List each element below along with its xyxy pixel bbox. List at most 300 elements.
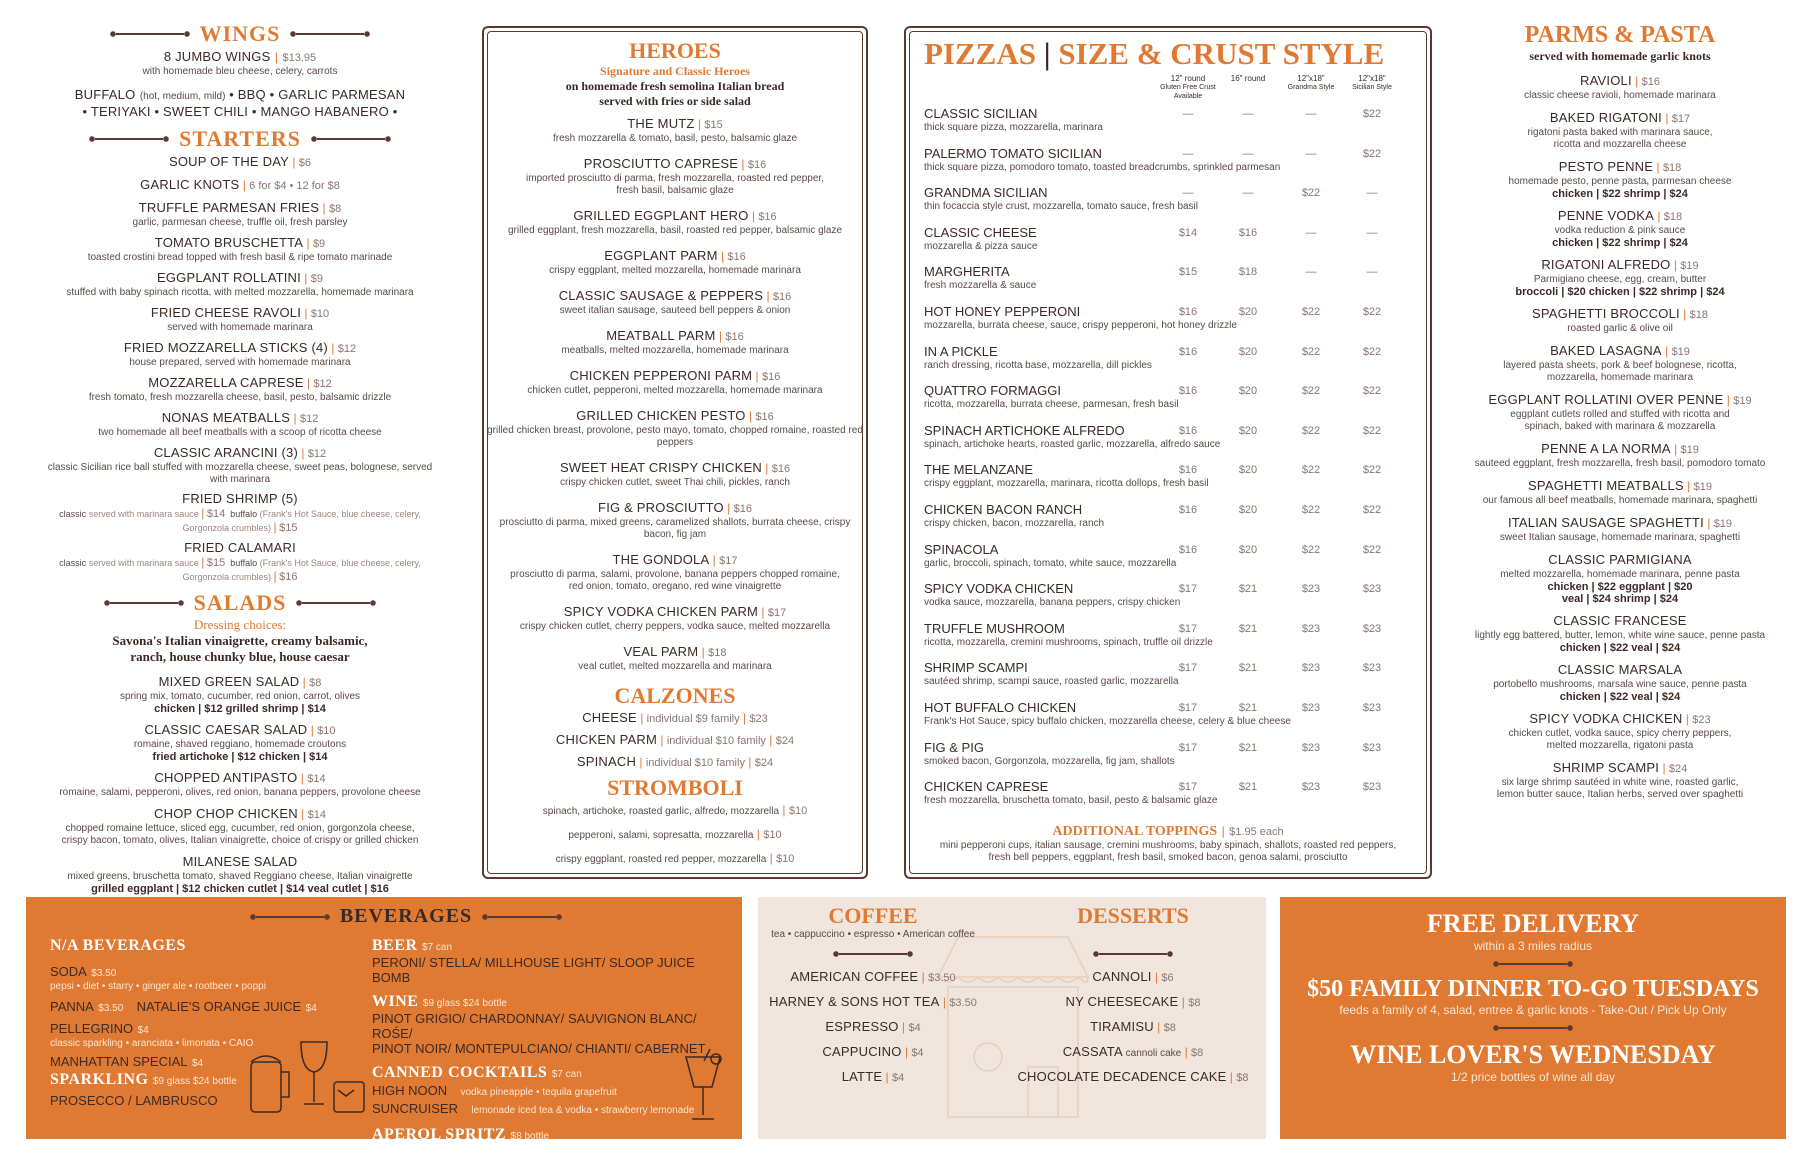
calzone-individual: individual $9	[646, 713, 711, 725]
dessert-price: $8	[1236, 1072, 1249, 1084]
hero-sep: |	[745, 409, 756, 423]
pasta-desc: portobello mushrooms, marsala wine sauce, penne pasta	[1493, 679, 1747, 690]
stromboli-price: $10	[776, 853, 795, 865]
coffee-sub: tea • cappuccino • espresso • American coffee	[771, 929, 975, 940]
desserts-list	[1008, 968, 1258, 1086]
salad-sep: |	[297, 771, 308, 785]
starter-name: FRIED CHEESE RAVOLI	[150, 305, 302, 320]
starter-line	[40, 374, 440, 392]
pizza-price: $17	[1178, 622, 1198, 635]
ornament-icon	[290, 31, 370, 37]
wings-flavors: • BBQ • GARLIC PARMESAN	[225, 87, 406, 102]
high-noon: HIGH NOON	[372, 1083, 448, 1098]
hero-item	[484, 459, 866, 489]
pasta-name: BAKED LASAGNA	[1550, 343, 1662, 358]
pasta-line	[1452, 477, 1788, 495]
soda-price: $3.50	[91, 968, 117, 979]
salads-title: SALADS	[193, 590, 287, 615]
dessert-sep: |	[1178, 995, 1189, 1009]
calzone-name: CHICKEN PARM	[555, 732, 658, 747]
pizza-size-header	[1332, 74, 1412, 92]
calamari-a: classic	[59, 558, 87, 568]
hero-item	[484, 207, 866, 237]
pizza-item	[906, 185, 1430, 219]
pizza-price: $14	[1178, 226, 1198, 239]
hero-sep: |	[694, 117, 705, 131]
pellegrino-price: $4	[137, 1025, 149, 1036]
hero-price: $16	[758, 211, 777, 223]
pizza-desc: fresh mozzarella, bruschetta tomato, basil, pesto & balsamic glaze	[924, 795, 1218, 807]
pizza-desc: crispy chicken, bacon, mozzarella, ranch	[924, 518, 1105, 529]
parms-sub: served with homemade garlic knots	[1529, 49, 1711, 63]
pizza-desc: smoked bacon, Gorgonzola, mozzarella, fig jam, shallots	[924, 755, 1175, 767]
stromboli-sep: |	[766, 851, 777, 865]
wings-name: 8 JUMBO WINGS	[163, 49, 271, 64]
pizza-price: $21	[1238, 781, 1258, 794]
salad-name: CHOP CHOP CHICKEN	[154, 806, 298, 821]
pizza-desc: garlic, broccoli, spinach, tomato, white sauce, mozzarella	[924, 557, 1177, 569]
hero-name: THE MUTZ	[627, 116, 695, 131]
pasta-item	[1452, 477, 1788, 507]
pizza-price: $22	[1362, 147, 1382, 160]
hero-line	[484, 327, 866, 345]
pizza-desc: mozzarella & pizza sauce	[924, 240, 1038, 252]
coffee-price: $3.50	[949, 997, 977, 1009]
pizzas-title-2: SIZE & CRUST STYLE	[1058, 36, 1385, 71]
hero-name: SWEET HEAT CRISPY CHICKEN	[559, 460, 762, 475]
pizzas-heading: PIZZAS | SIZE & CRUST STYLE	[924, 36, 1385, 71]
dessert-note: cannoli cake	[1122, 1048, 1182, 1059]
coffee-price: $3.50	[928, 972, 956, 984]
natalie: NATALIE'S ORANGE JUICE	[136, 999, 302, 1014]
stromboli-item	[484, 849, 866, 867]
pizza-price: $22	[1301, 464, 1321, 477]
pizzas-box	[904, 26, 1432, 879]
heroes-sub: Signature and Classic Heroes	[600, 64, 750, 78]
pasta-price: $19	[1671, 346, 1690, 358]
coffee-name: LATTE	[841, 1069, 883, 1084]
hero-line	[484, 115, 866, 133]
hero-line	[484, 499, 866, 517]
calamari-bp: $16	[279, 571, 298, 583]
starter-sep: |	[327, 341, 338, 355]
hero-name: PROSCIUTTO CAPRESE	[583, 156, 739, 171]
starter-item	[40, 304, 440, 334]
calzone-family: family	[710, 713, 740, 725]
hero-desc: crispy eggplant, melted mozzarella, homemade marinara	[549, 265, 801, 276]
hero-desc: veal cutlet, melted mozzarella and marinara	[578, 661, 772, 672]
coffee	[758, 903, 988, 1093]
hero-item	[484, 155, 866, 197]
hero-name: GRILLED CHICKEN PESTO	[576, 408, 746, 423]
pizza-desc: thin focaccia style crust, mozzarella, tomato sauce, fresh basil	[924, 201, 1199, 213]
pizza-price: $22	[1301, 345, 1321, 358]
pizza-price: —	[1242, 147, 1254, 160]
starter-name: NONAS MEATBALLS	[161, 410, 291, 425]
beer: BEER	[372, 937, 418, 954]
pasta-desc: our famous all beef meatballs, homemade marinara, spaghetti	[1482, 495, 1758, 506]
pizza-price: $22	[1301, 385, 1321, 398]
pasta-item	[1452, 391, 1788, 433]
coffee-item	[758, 968, 988, 986]
family-dinner: $50 FAMILY DINNER TO-GO TUESDAYS	[1307, 976, 1759, 1002]
starter-item	[40, 269, 440, 299]
dessert-price: $6	[1161, 972, 1174, 984]
soda: SODA	[50, 964, 87, 979]
salads-list	[40, 673, 440, 895]
size-label: 12"x18"	[1297, 74, 1325, 83]
size-label: 12"x18"	[1358, 74, 1386, 83]
pizza-item	[906, 106, 1430, 140]
salad-line	[40, 721, 440, 739]
pizza-item	[906, 344, 1430, 378]
hero-price: $16	[727, 251, 746, 263]
column-left	[40, 20, 440, 901]
panna: PANNA	[50, 999, 94, 1014]
beverages-heading	[206, 905, 606, 928]
pellegrino: PELLEGRINO	[50, 1021, 134, 1036]
salad-line	[40, 853, 440, 871]
pizza-price: $16	[1178, 424, 1198, 437]
salad-price: $14	[307, 809, 326, 821]
hero-sep: |	[709, 553, 720, 567]
hero-name: EGGPLANT PARM	[604, 248, 718, 263]
calzone-family-price: $24	[754, 757, 774, 769]
dessert-item	[1008, 968, 1258, 986]
pasta-item	[1452, 305, 1788, 335]
pasta-price: $18	[1662, 162, 1682, 174]
pizza-price: $21	[1238, 622, 1258, 635]
starter-name: MOZZARELLA CAPRESE	[148, 375, 304, 390]
pizzas-title: PIZZAS	[924, 36, 1036, 71]
hero-sep: |	[758, 605, 768, 619]
pasta-line	[1452, 710, 1788, 728]
salad-price: $8	[309, 677, 322, 689]
soda-desc: pepsi • diet • starry • ginger ale • rootbeer • poppi	[50, 981, 266, 992]
starter-item	[40, 339, 440, 369]
pizza-price: $16	[1238, 226, 1258, 239]
calzone-sep: |	[765, 733, 776, 747]
coffee-item	[758, 1043, 988, 1061]
hero-line	[484, 155, 866, 173]
stromboli-price: $10	[763, 829, 782, 841]
stromboli-price: $10	[788, 805, 808, 817]
starter-sep: |	[300, 271, 311, 285]
pasta-desc-2: spinach, baked with marinara & mozzarella	[1524, 421, 1716, 432]
salad-price: $10	[317, 725, 336, 737]
aperol: APEROL SPRITZ	[372, 1126, 507, 1143]
pizza-item	[906, 264, 1430, 298]
salad-name: MIXED GREEN SALAD	[158, 674, 300, 689]
pizza-price: —	[1305, 266, 1317, 279]
pasta-name: SPAGHETTI MEATBALLS	[1528, 478, 1684, 493]
pasta-desc: sweet Italian sausage, homemade marinara, spaghetti	[1499, 532, 1741, 543]
wings-desc: with homemade bleu cheese, celery, carrots	[142, 66, 338, 77]
pasta-options: chicken | $22 shrimp | $24	[1552, 237, 1688, 249]
pasta-price: $16	[1641, 76, 1660, 88]
hero-sep: |	[723, 501, 734, 515]
salad-item	[40, 805, 440, 847]
hero-name: GRILLED EGGPLANT HERO	[573, 208, 749, 223]
pasta-line	[1452, 305, 1788, 323]
wings-flavors-2: • TERIYAKI • SWEET CHILI • MANGO HABANERO •	[82, 104, 398, 119]
na-title: N/A BEVERAGES	[50, 937, 186, 954]
salad-options: fried artichoke | $12 chicken | $14	[152, 751, 328, 763]
hero-desc: crispy chicken cutlet, sweet Thai chili, pickles, ranch	[560, 477, 790, 488]
calzone-family-price: $24	[775, 735, 795, 747]
wings-heading	[40, 20, 440, 48]
manhattan: MANHATTAN SPECIAL	[50, 1054, 188, 1069]
starter-price: $9	[312, 238, 326, 250]
pizza-price: $16	[1178, 504, 1198, 516]
starter-line	[40, 409, 440, 427]
wings-item: 8 JUMBO WINGS | $13.95 with homemade bleu cheese, celery, carrots BUFFALO (hot, medium, mild) • BBQ • GARLIC PARMESAN • TERIYAKI • SWEET CHILI • MANGO HABANERO •	[40, 48, 440, 119]
hero-sep: |	[715, 329, 726, 343]
pizza-price: $16	[1178, 464, 1198, 477]
pizza-price: $23	[1362, 781, 1382, 794]
pizza-price: $20	[1238, 306, 1258, 318]
starter-line	[40, 199, 440, 217]
dressing-label: Dressing choices:	[193, 617, 287, 632]
pizza-desc: mozzarella, burrata cheese, sauce, crispy pepperoni, hot honey drizzle	[924, 320, 1237, 331]
calzone-item	[484, 731, 866, 749]
pizza-price: $20	[1238, 345, 1258, 358]
pasta-price: $19	[1680, 444, 1699, 456]
dessert-sep: |	[1181, 1045, 1192, 1059]
coffee-name: CAPPUCINO	[822, 1044, 902, 1059]
pasta-desc: eggplant cutlets rolled and stuffed with ricotta and	[1510, 409, 1730, 420]
parms-column	[1452, 22, 1788, 808]
pizza-price: —	[1182, 108, 1194, 120]
hero-name: MEATBALL PARM	[606, 328, 716, 343]
hero-price: $16	[762, 371, 781, 383]
coffee-sep: |	[918, 970, 929, 984]
parms-title: PARMS & PASTA	[1524, 22, 1716, 48]
coffee-name: ESPRESSO	[825, 1019, 899, 1034]
pizza-item	[906, 660, 1430, 694]
dessert-sep: |	[1151, 970, 1162, 984]
hero-sep: |	[752, 369, 763, 383]
beverages-panel	[26, 897, 742, 1143]
pizza-price: $21	[1238, 702, 1258, 714]
wine-wednesday: WINE LOVER'S WEDNESDAY	[1350, 1040, 1716, 1069]
wine: WINE	[372, 993, 419, 1010]
pasta-item	[1452, 514, 1788, 544]
starters-title: STARTERS	[179, 126, 301, 151]
size-label: 12" round	[1170, 74, 1206, 83]
pasta-line	[1452, 109, 1788, 127]
calzone-individual: individual $10	[645, 757, 717, 769]
hero-line	[484, 207, 866, 225]
pizza-price: $23	[1301, 622, 1321, 635]
pizza-name: HOT HONEY PEPPERONI	[924, 304, 1081, 319]
pasta-desc: roasted garlic & olive oil	[1567, 323, 1673, 334]
heroes-column	[484, 38, 866, 873]
starter-desc: served with homemade marinara	[167, 322, 313, 333]
pasta-name: CLASSIC PARMIGIANA	[1548, 552, 1692, 567]
toppings-1: mini pepperoni cups, italian sausage, cremini mushrooms, baby spinach, shallots, roasted red peppers,	[939, 840, 1397, 851]
pasta-item	[1452, 710, 1788, 752]
salad-sep: |	[297, 807, 308, 821]
wine-list-2: PINOT NOIR/ MONTEPULCIANO/ CHIANTI/ CABERNET	[372, 1041, 706, 1056]
pizza-price: $17	[1178, 702, 1198, 714]
dessert-name: CANNOLI	[1092, 969, 1152, 984]
drinks-illustration-icon	[246, 1032, 376, 1122]
calzone-family-price: $23	[749, 713, 768, 725]
pizza-price: $17	[1178, 662, 1198, 675]
salad-item	[40, 769, 440, 799]
pasta-name: RIGATONI ALFREDO	[1541, 257, 1671, 272]
pizza-price: —	[1305, 147, 1317, 160]
pasta-price: $19	[1733, 395, 1752, 407]
pasta-item	[1452, 759, 1788, 801]
pizza-desc: thick square pizza, pomodoro tomato, toasted breadcrumbs, sprinkled parmesan	[924, 161, 1281, 173]
pizza-name: SPINACH ARTICHOKE ALFREDO	[924, 422, 1125, 438]
hero-item	[484, 643, 866, 673]
pizza-desc: ranch dressing, ricotta base, mozzarella, dill pickles	[924, 359, 1152, 371]
pizza-price: $22	[1362, 424, 1382, 437]
pasta-line	[1452, 661, 1788, 679]
pasta-sep: |	[1670, 442, 1681, 456]
pasta-name: SPAGHETTI BROCCOLI	[1532, 306, 1680, 321]
pasta-options: chicken | $22 eggplant | $20	[1547, 581, 1693, 593]
calamari-b2: (Frank's Hot Sauce, blue cheese, celery, Gorgonzola crumbles)	[182, 558, 421, 582]
pizza-item	[906, 581, 1430, 615]
starter-line	[40, 304, 440, 322]
pasta-desc-2: mozzarella, homemade marinara	[1546, 372, 1694, 383]
pizza-desc: ricotta, mozzarella, burrata cheese, parmesan, fresh basil	[924, 399, 1179, 411]
pizza-item	[906, 225, 1430, 259]
pasta-item	[1452, 109, 1788, 151]
promo-panel	[1280, 897, 1786, 1139]
starter-sep: |	[290, 411, 300, 425]
calzone-sep: |	[739, 711, 750, 725]
hero-desc: crispy chicken cutlet, cherry peppers, vodka sauce, melted mozzarella	[519, 621, 831, 632]
pasta-options: chicken | $22 veal | $24	[1559, 642, 1681, 654]
stromboli-desc: spinach, artichoke, roasted garlic, alfredo, mozzarella	[542, 806, 780, 817]
starters-list	[40, 153, 440, 486]
dessert-name: CHOCOLATE DECADENCE CAKE	[1017, 1069, 1227, 1084]
pizza-price: $16	[1178, 543, 1198, 556]
canned-price: $7 can	[551, 1069, 582, 1080]
hero-desc-2: red onion, tomato, oregano, red wine vinaigrette	[568, 581, 782, 592]
pasta-desc: six large shrimp sautéed in white wine, roasted garlic,	[1501, 777, 1739, 788]
pizza-price: $22	[1301, 306, 1321, 318]
dessert-item	[1008, 1043, 1258, 1061]
pizza-price: $22	[1301, 543, 1321, 556]
pasta-name: PESTO PENNE	[1558, 159, 1654, 174]
pasta-name: RAVIOLI	[1580, 73, 1632, 88]
pizza-item	[906, 621, 1430, 655]
toppings: ADDITIONAL TOPPINGS | $1.95 each mini pepperoni cups, italian sausage, cremini mushrooms, baby spinach, shallots, roasted red peppers, fresh bell peppers, eggplant, fresh basil, smoked bacon, genoa salami, prosciutto	[906, 822, 1430, 864]
pizza-price: $23	[1362, 583, 1382, 596]
starter-sep: |	[301, 306, 311, 320]
natalie-price: $4	[305, 1003, 317, 1014]
starter-price: $12	[313, 378, 332, 390]
desserts	[1008, 903, 1258, 1093]
pasta-name: SPICY VODKA CHICKEN	[1529, 711, 1683, 726]
pizza-item	[906, 423, 1430, 457]
ornament-icon	[833, 951, 913, 957]
calzone-sep: |	[657, 733, 667, 747]
starter-item	[40, 153, 440, 171]
starter-desc: house prepared, served with homemade marinara	[129, 357, 351, 368]
pasta-name: PENNE VODKA	[1557, 208, 1654, 223]
ornament-icon	[250, 914, 330, 920]
crust-label: Grandma Style	[1287, 84, 1335, 91]
pizza-price: $20	[1238, 543, 1258, 556]
pasta-options-2: veal | $24 shrimp | $24	[1561, 593, 1679, 605]
pasta-line	[1452, 391, 1788, 409]
crust-label: Gluten Free Crust Available	[1160, 84, 1216, 100]
starter-shrimp: FRIED SHRIMP (5) classic served with marinara sauce | $14 buffalo (Frank's Hot Sauce, blue cheese, celery, Gorgonzola crumbles) | $15	[40, 491, 440, 534]
hero-item	[484, 499, 866, 541]
coffee-sep: |	[901, 1045, 912, 1059]
pasta-name: EGGPLANT ROLLATINI OVER PENNE	[1488, 392, 1724, 407]
hero-line	[484, 603, 866, 621]
ornament-icon	[89, 136, 169, 142]
pasta-options: chicken | $22 shrimp | $24	[1552, 188, 1688, 200]
hero-name: SPICY VODKA CHICKEN PARM	[563, 604, 759, 619]
pizza-name: IN A PICKLE	[924, 343, 998, 359]
pizza-desc: ricotta, mozzarella, cremini mushrooms, spinach, truffle oil drizzle	[924, 636, 1213, 648]
pizza-price: —	[1366, 266, 1378, 279]
salad-name: CLASSIC CAESAR SALAD	[144, 722, 308, 737]
dessert-price: $8	[1188, 997, 1201, 1009]
pasta-desc: chicken cutlet, vodka sauce, spicy cherry peppers,	[1508, 728, 1732, 739]
pizza-name: SHRIMP SCAMPI	[924, 660, 1028, 676]
calzone-name: SPINACH	[576, 754, 637, 769]
salad-name: MILANESE SALAD	[182, 854, 298, 869]
starter-desc: toasted crostini bread topped with fresh basil & ripe tomato marinade	[87, 252, 393, 263]
pasta-sep: |	[1661, 111, 1672, 125]
wine-list-1: PINOT GRIGIO/ CHARDONNAY/ SAUVIGNON BLANC/ ROŚE/	[372, 1011, 697, 1041]
pizza-price: —	[1366, 226, 1378, 239]
calzone-item	[484, 753, 866, 771]
shrimp-ap: $14	[206, 508, 226, 520]
calzones-title: CALZONES	[614, 683, 736, 708]
ornament-icon	[110, 31, 190, 37]
calamari-ap: $15	[206, 557, 226, 569]
pizza-item	[906, 502, 1430, 536]
pasta-desc: sauteed eggplant, fresh mozzarella, fresh basil, pomodoro tomato	[1474, 458, 1766, 469]
hero-item	[484, 287, 866, 317]
free-delivery: FREE DELIVERY	[1426, 909, 1640, 938]
pasta-price: $18	[1689, 309, 1708, 321]
stromboli-item	[484, 801, 866, 819]
suncruiser-desc: lemonade iced tea & vodka • strawberry lemonade	[471, 1105, 695, 1116]
pizza-price: $22	[1362, 345, 1382, 358]
salad-desc: romaine, salami, pepperoni, olives, red onion, banana peppers, provolone cheese	[59, 787, 421, 798]
pizza-price: $15	[1178, 266, 1198, 279]
starter-sep: |	[239, 178, 250, 192]
calamari-name: FRIED CALAMARI	[184, 540, 296, 555]
shrimp-a: classic	[59, 509, 87, 519]
pizza-desc: crispy eggplant, mozzarella, marinara, ricotta dollops, fresh basil	[924, 478, 1209, 490]
hero-item	[484, 603, 866, 633]
starter-price: $9	[310, 273, 324, 285]
dressing-2: ranch, house chunky blue, house caesar	[130, 649, 350, 664]
hero-desc: grilled chicken breast, provolone, pesto mayo, tomato, chopped romaine, roasted red peppers	[487, 425, 863, 448]
pizza-price: $20	[1238, 424, 1258, 437]
size-label: 16" round	[1230, 74, 1266, 83]
pizza-name: CLASSIC SICILIAN	[924, 106, 1038, 121]
hero-item	[484, 551, 866, 593]
salad-options: chicken | $12 grilled shrimp | $14	[154, 703, 326, 715]
pizza-desc: fresh mozzarella & sauce	[924, 280, 1037, 292]
calzone-family: family	[716, 757, 745, 769]
calzone-family: family	[737, 735, 766, 747]
